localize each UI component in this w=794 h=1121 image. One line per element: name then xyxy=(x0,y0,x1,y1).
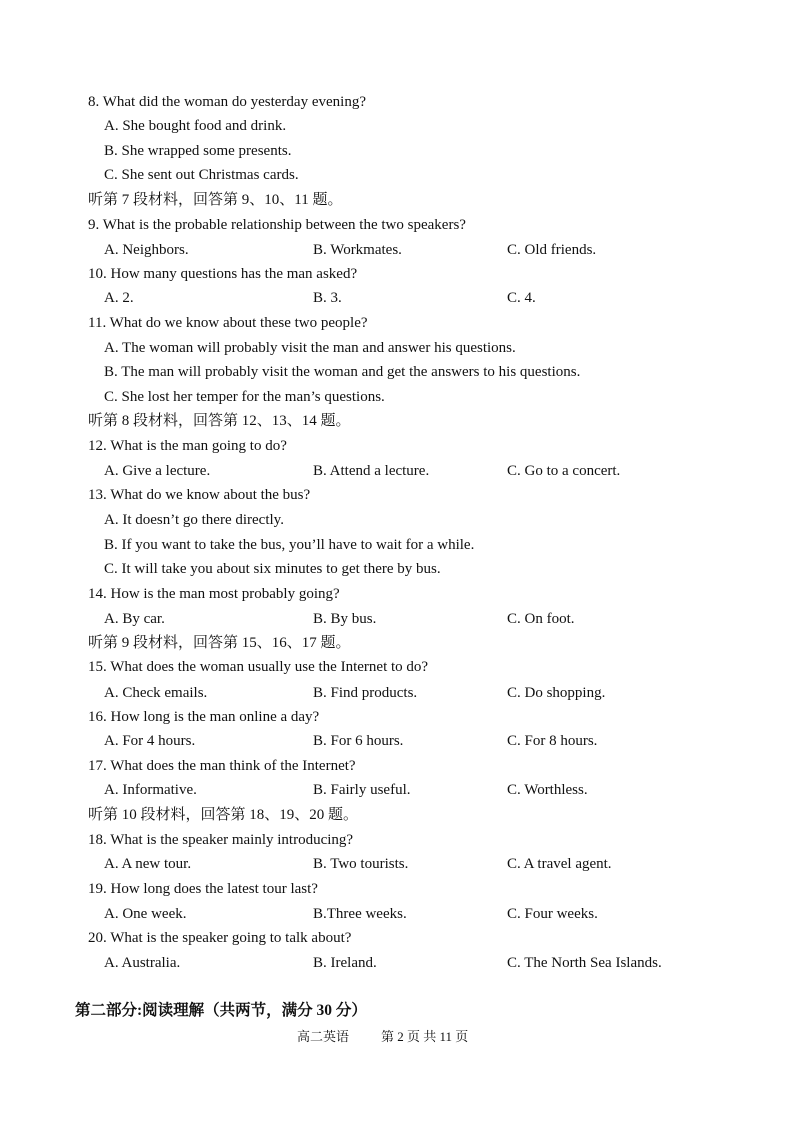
section-8-instruction: 听第 8 段材料，回答第 12、13、14 题。 xyxy=(88,413,351,429)
q12-stem: 12. What is the man going to do? xyxy=(88,438,287,454)
q12-option-a: A. Give a lecture. xyxy=(104,463,211,479)
q14-option-a: A. By car. xyxy=(104,611,165,627)
q19-option-c: C. Four weeks. xyxy=(507,906,598,922)
q15-option-a: A. Check emails. xyxy=(104,685,208,701)
footer-page-number: 第 2 页 共 11 页 xyxy=(381,1029,469,1044)
q10-option-c: C. 4. xyxy=(507,290,536,306)
q11-stem: 11. What do we know about these two people? xyxy=(88,315,368,331)
section-10-instruction: 听第 10 段材料，回答第 18、19、20 题。 xyxy=(88,807,359,823)
q16-option-a: A. For 4 hours. xyxy=(104,733,196,749)
q16-option-b: B. For 6 hours. xyxy=(313,733,404,749)
q9-stem: 9. What is the probable relationship between the two speakers? xyxy=(88,217,466,233)
q8-stem: 8. What did the woman do yesterday evening? xyxy=(88,94,366,110)
q12-option-c: C. Go to a concert. xyxy=(507,463,621,479)
section-9-instruction: 听第 9 段材料，回答第 15、16、17 题。 xyxy=(88,635,351,651)
q15-stem: 15. What does the woman usually use the Internet to do? xyxy=(88,659,429,675)
q8-option-a: A. She bought food and drink. xyxy=(104,118,287,134)
q16-option-c: C. For 8 hours. xyxy=(507,733,598,749)
q16-stem: 16. How long is the man online a day? xyxy=(88,709,320,725)
q9-option-b: B. Workmates. xyxy=(313,242,402,258)
q19-stem: 19. How long does the latest tour last? xyxy=(88,881,318,897)
part-2-heading: 第二部分:阅读理解（共两节，满分 30 分） xyxy=(75,1002,367,1019)
q12-option-b: B. Attend a lecture. xyxy=(313,463,430,479)
q18-option-a: A. A new tour. xyxy=(104,856,192,872)
q17-option-a: A. Informative. xyxy=(104,782,197,798)
q11-option-c: C. She lost her temper for the man’s questions. xyxy=(104,389,385,405)
q18-option-b: B. Two tourists. xyxy=(313,856,409,872)
q20-stem: 20. What is the speaker going to talk about? xyxy=(88,930,352,946)
q9-option-a: A. Neighbors. xyxy=(104,242,189,258)
footer-subject: 高二英语 xyxy=(297,1029,350,1044)
q14-option-c: C. On foot. xyxy=(507,611,575,627)
q10-option-a: A. 2. xyxy=(104,290,134,306)
q17-option-c: C. Worthless. xyxy=(507,782,588,798)
q13-stem: 13. What do we know about the bus? xyxy=(88,487,311,503)
q13-option-b: B. If you want to take the bus, you’ll have to wait for a while. xyxy=(104,537,475,553)
q20-option-a: A. Australia. xyxy=(104,955,181,971)
q20-option-b: B. Ireland. xyxy=(313,955,377,971)
q15-option-c: C. Do shopping. xyxy=(507,685,606,701)
q19-option-b: B.Three weeks. xyxy=(313,906,407,922)
q10-stem: 10. How many questions has the man asked? xyxy=(88,266,358,282)
q13-option-a: A. It doesn’t go there directly. xyxy=(104,512,284,528)
q10-option-b: B. 3. xyxy=(313,290,342,306)
q18-option-c: C. A travel agent. xyxy=(507,856,612,872)
q17-stem: 17. What does the man think of the Internet? xyxy=(88,758,356,774)
q18-stem: 18. What is the speaker mainly introducing? xyxy=(88,832,354,848)
q11-option-b: B. The man will probably visit the woman and get the answers to his questions. xyxy=(104,364,581,380)
q8-option-c: C. She sent out Christmas cards. xyxy=(104,167,299,183)
q19-option-a: A. One week. xyxy=(104,906,187,922)
q11-option-a: A. The woman will probably visit the man and answer his questions. xyxy=(104,340,516,356)
q17-option-b: B. Fairly useful. xyxy=(313,782,411,798)
q9-option-c: C. Old friends. xyxy=(507,242,597,258)
q14-stem: 14. How is the man most probably going? xyxy=(88,586,340,602)
q15-option-b: B. Find products. xyxy=(313,685,418,701)
q8-option-b: B. She wrapped some presents. xyxy=(104,143,292,159)
section-7-instruction: 听第 7 段材料，回答第 9、10、11 题。 xyxy=(88,192,343,208)
q13-option-c: C. It will take you about six minutes to get there by bus. xyxy=(104,561,441,577)
q20-option-c: C. The North Sea Islands. xyxy=(507,955,662,971)
q14-option-b: B. By bus. xyxy=(313,611,377,627)
